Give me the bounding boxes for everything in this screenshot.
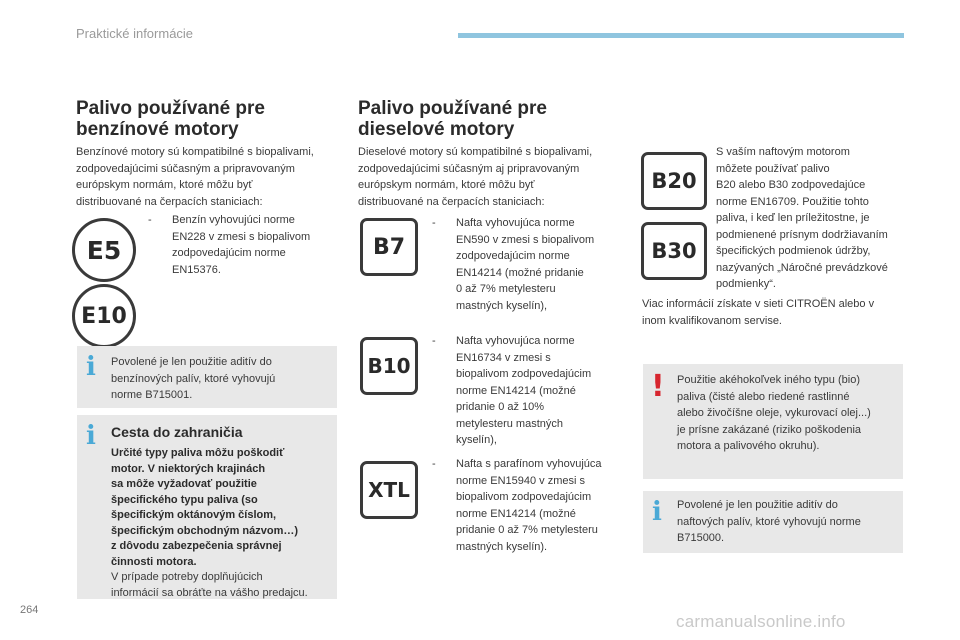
- biofuel-warning-box: ! Použitie akéhokoľvek iného typu (bio) paliva (čisté alebo riedené rastlinné alebo živočíšne oleje, vykurovací olej...) je prísne zakázané (riziko poškodenia motora a palivového okruhu).: [643, 364, 903, 479]
- more-info-text: Viac informácií získate v sieti CITROËN alebo v inom kvalifikovanom servise.: [642, 298, 875, 327]
- section-title: Praktické informácie: [76, 26, 194, 41]
- b10-badge: B10: [360, 337, 418, 395]
- travel-abroad-box: [77, 415, 337, 599]
- info-icon: i: [86, 352, 96, 382]
- petrol-intro: Benzínové motory sú kompatibilné s biopalivami, zodpovedajúcimi súčasným a pripravovaným európskym normám, ktoré môžu byť distribuované na čerpacích staniciach:: [76, 146, 314, 208]
- diesel-list-item-b10: - Nafta vyhovujúca norme EN16734 v zmesi s biopalivom zodpovedajúcim norme EN14214 (možné pridanie 0 až 10% metylesteru mastných kyselín),: [432, 335, 592, 446]
- petrol-additive-info-box: i Povolené je len použitie aditív do benzínových palív, ktoré vyhovujú norme B715001.: [77, 346, 337, 408]
- travel-abroad-text: Určité typy paliva môžu poškodiť motor. V niektorých krajinách sa môže vyžadovať použitie špecifického typu paliva (so špecifickým oktánovým číslom, špecifickým obchodným názvom…) z dôvodu zabezpečenia správnej činnosti motora. V prípade potreby doplňujúcich informácií sa obráťte na vášho predajcu.: [111, 447, 308, 599]
- petrol-list-item: - Benzín vyhovujúci norme EN228 v zmesi s biopalivom zodpovedajúcim norme EN15376.: [148, 214, 311, 276]
- page-number: 264: [20, 604, 39, 616]
- diesel-list-item-b7: - Nafta vyhovujúca norme EN590 v zmesi s biopalivom zodpovedajúcim norme EN14214 (možné pridanie 0 až 7% metylesteru mastných kyselín),: [432, 217, 595, 312]
- b20-badge: B20: [641, 152, 707, 210]
- diesel-heading: Palivo používané pre dieselové motory: [358, 98, 547, 140]
- info-icon: i: [86, 421, 96, 451]
- petrol-heading: Palivo používané pre benzínové motory: [76, 98, 265, 140]
- xtl-badge: XTL: [360, 461, 418, 519]
- e10-badge: E10: [72, 284, 136, 348]
- diesel-additive-info-box: i Povolené je len použitie aditív do naftových palív, ktoré vyhovujú norme B715000.: [643, 491, 903, 553]
- travel-abroad-title: Cesta do zahraničia: [111, 424, 243, 440]
- b7-badge: B7: [360, 218, 418, 276]
- e5-badge: E5: [72, 218, 136, 282]
- info-icon: i: [652, 497, 662, 527]
- b20-b30-text: S vaším naftovým motorom môžete používať palivo B20 alebo B30 zodpovedajúce norme EN16709. Použitie tohto paliva, i keď len príležitostne, je podmienené prísnym dodržiavaním špecifických podmienok údržby, nazývaných „Náročné prevádzkové podmienky“.: [716, 146, 888, 290]
- header-accent-bar: [458, 33, 904, 38]
- b30-badge: B30: [641, 222, 707, 280]
- watermark: carmanualsonline.info: [676, 612, 846, 631]
- diesel-intro: Dieselové motory sú kompatibilné s biopalivami, zodpovedajúcimi súčasným aj pripravovaným európskym normám, ktoré môžu byť distribuované na čerpacích staniciach:: [358, 146, 593, 208]
- diesel-list-item-xtl: - Nafta s parafínom vyhovujúca norme EN15940 v zmesi s biopalivom zodpovedajúcim norme EN14214 (možné pridanie 0 až 7% metylesteru mastných kyselín).: [432, 458, 602, 553]
- warning-icon: !: [651, 369, 665, 404]
